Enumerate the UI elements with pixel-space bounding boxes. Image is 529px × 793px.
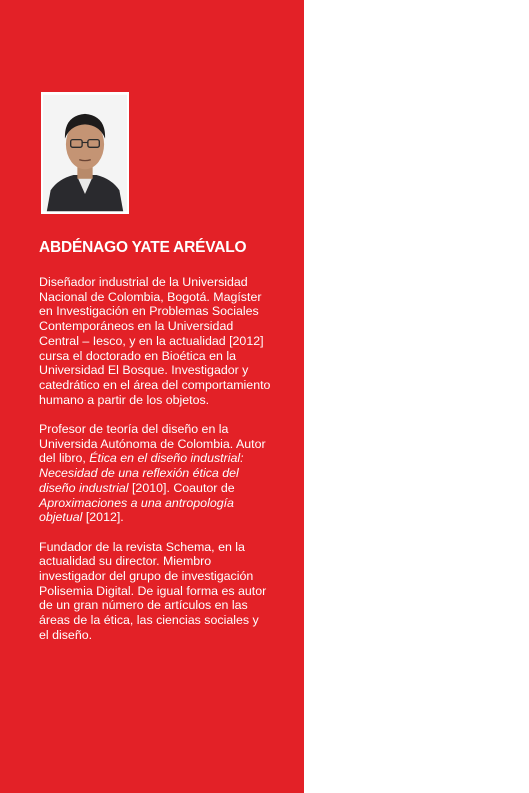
bio-text: [2010]. Coautor de xyxy=(128,480,235,495)
bio-text: [2012]. xyxy=(82,510,124,525)
author-name: ABDÉNAGO YATE ARÉVALO xyxy=(39,239,247,256)
book-title: Aproximaciones a una antropología objetual xyxy=(39,495,234,525)
bio-paragraph-schema: Fundador de la revista Schema, en la actualidad su director. Miembro investigador del grupo de investigación Polisemia Digital. De igual forma es autor de un gran número de artículos en las áreas de la ética, las ciencias sociales y el diseño. xyxy=(39,539,267,642)
portrait-illustration xyxy=(43,94,127,212)
bio-paragraph-education: Diseñador industrial de la Universidad Nacional de Colombia, Bogotá. Magíster en Investigación en Problemas Sociales Contemporáneos en la Universidad Central – Iesco, y en la actualidad [2012] cursa el doctorado en Bioética en la Universidad El Bosque. Investigador y catedrático en el área del comportamiento humano a partir de los objetos. xyxy=(39,275,271,407)
bio-text: Profesor de teoría del diseño en la Universida Autónoma de Colombia. Autor del libro, xyxy=(39,422,266,466)
author-biography xyxy=(39,275,271,657)
book-title: Ética en el diseño industrial: Necesidad de una reflexión ética del diseño industrial xyxy=(39,451,244,495)
bio-paragraph-publications xyxy=(39,422,271,525)
author-portrait-photo xyxy=(41,92,129,214)
